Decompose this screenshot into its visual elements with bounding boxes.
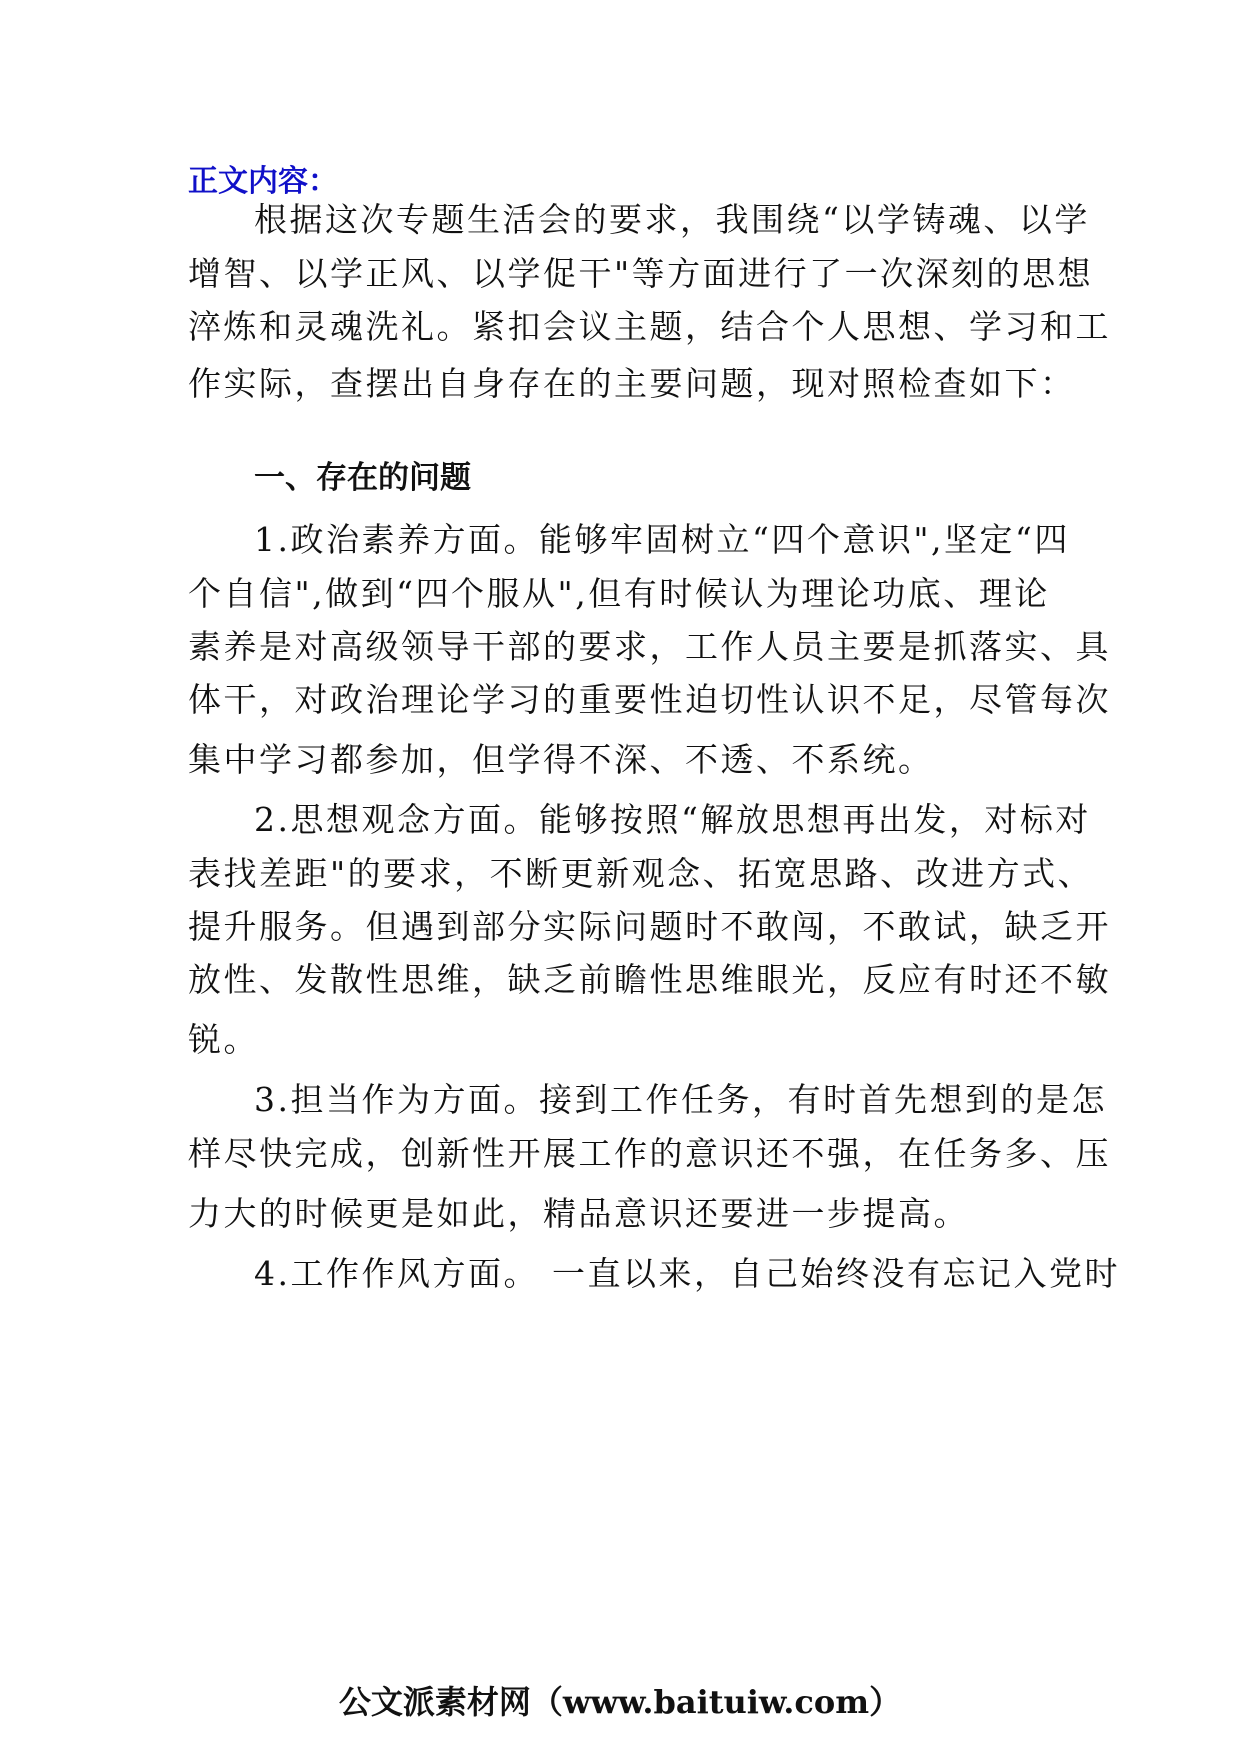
item-4-line: 4.工作作风方面。 一直以来，自己始终没有忘记入党时 [254, 1254, 1120, 1293]
footer-watermark-text: 公文派素材网（www.baituiw.com） [338, 1683, 902, 1721]
item-3-line: 力大的时候更是如此，精品意识还要进一步提高。 [188, 1194, 969, 1233]
item-3-line: 3.担当作为方面。接到工作任务，有时首先想到的是怎 [254, 1080, 1107, 1119]
intro-line: 根据这次专题生活会的要求，我围绕“以学铸魂、以学 [254, 200, 1090, 239]
item-1-line: 个自信",做到“四个服从",但有时候认为理论功底、理论 [188, 574, 1050, 613]
intro-line: 增智、以学正风、以学促干"等方面进行了一次深刻的思想 [188, 254, 1094, 293]
item-2-line: 2.思想观念方面。能够按照“解放思想再出发，对标对 [254, 800, 1091, 839]
intro-line: 淬炼和灵魂洗礼。紧扣会议主题，结合个人思想、学习和工 [188, 307, 1111, 346]
content-heading-label: 正文内容： [188, 164, 338, 199]
item-2-line: 放性、发散性思维，缺乏前瞻性思维眼光，反应有时还不敏 [188, 960, 1111, 999]
item-1-line: 1.政治素养方面。能够牢固树立“四个意识",坚定“四 [254, 520, 1070, 559]
item-3-line: 样尽快完成，创新性开展工作的意识还不强，在任务多、压 [188, 1134, 1111, 1173]
item-2-line: 提升服务。但遇到部分实际问题时不敢闯，不敢试，缺乏开 [188, 907, 1111, 946]
intro-line: 作实际，查摆出自身存在的主要问题，现对照检查如下： [188, 364, 1076, 403]
item-1-line: 体干，对政治理论学习的重要性迫切性认识不足，尽管每次 [188, 680, 1111, 719]
section-title: 一、存在的问题 [254, 460, 471, 496]
item-2-line: 表找差距"的要求，不断更新观念、拓宽思路、改进方式、 [188, 854, 1094, 893]
item-1-line: 集中学习都参加，但学得不深、不透、不系统。 [188, 740, 934, 779]
item-2-line: 锐。 [188, 1020, 259, 1059]
item-1-line: 素养是对高级领导干部的要求，工作人员主要是抓落实、具 [188, 627, 1111, 666]
